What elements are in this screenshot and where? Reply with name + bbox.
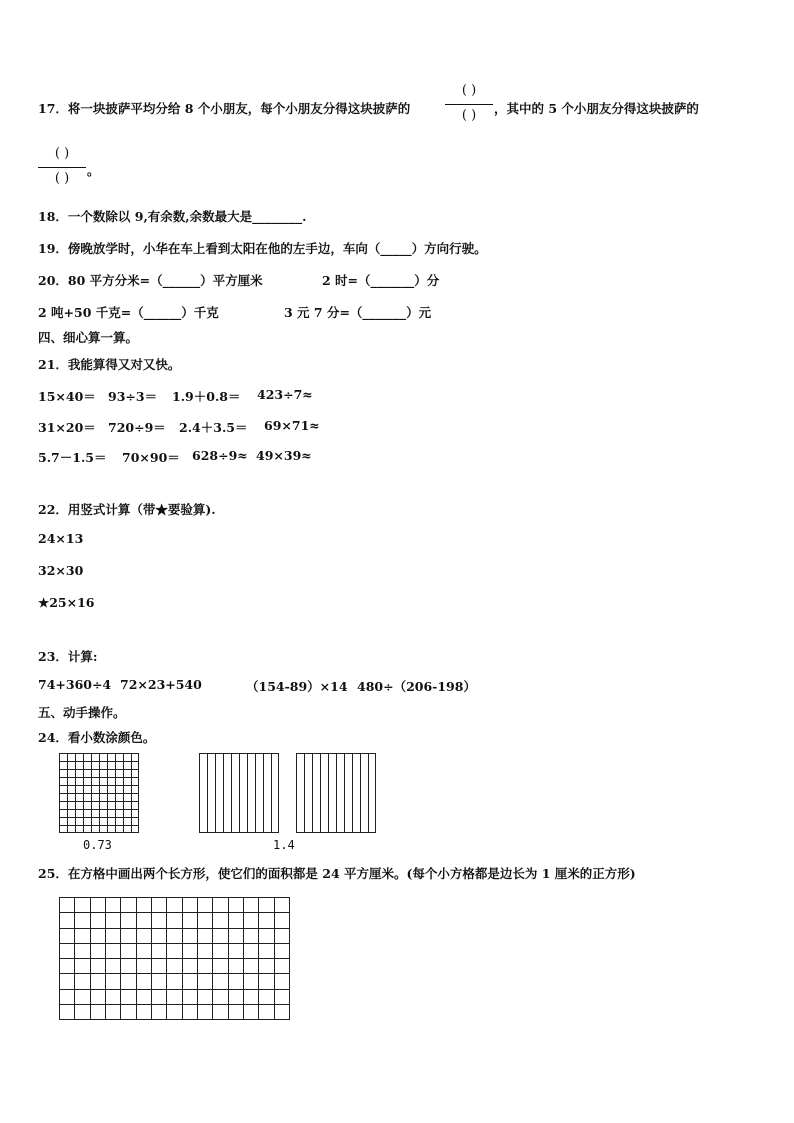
q22-item-1: 24×13 xyxy=(38,531,84,546)
q19-text: 19．傍晚放学时，小华在车上看到太阳在他的左手边，车向（_____）方向行驶。 xyxy=(38,241,487,256)
q17-fraction-2 xyxy=(38,146,86,192)
q20-d: 3 元 7 分=（_______）元 xyxy=(284,305,432,320)
calc-item: 93÷3＝ xyxy=(108,389,158,404)
calc-item: 1.9＋0.8＝ xyxy=(172,389,241,404)
fraction-bar xyxy=(445,104,493,105)
fraction-numerator-blank[interactable]: ( ) xyxy=(461,83,477,98)
q24-label-decimal-2: 1.4 xyxy=(273,838,295,852)
calc-item: 70×90＝ xyxy=(122,450,180,465)
calc-item: 423÷7≈ xyxy=(257,387,313,402)
fraction-denominator-blank[interactable]: ( ) xyxy=(54,171,70,186)
hundred-grid[interactable] xyxy=(59,753,139,833)
fraction-bar xyxy=(38,167,86,168)
q24-label-decimal-1: 0.73 xyxy=(83,838,112,852)
square-grid[interactable] xyxy=(59,897,290,1020)
q23-item-2: 72×23+540 xyxy=(120,677,202,692)
q22-item-3: ★25×16 xyxy=(38,595,95,610)
q17-end: 。 xyxy=(87,163,100,178)
q22-title: 22．用竖式计算（带★要验算). xyxy=(38,502,216,517)
tenths-strip-grid-1[interactable] xyxy=(199,753,279,833)
calc-item: 2.4＋3.5＝ xyxy=(179,420,248,435)
q23-item-3: （154-89）×14 xyxy=(246,679,348,694)
q20-b: 2 时=（_______）分 xyxy=(322,273,440,288)
q23-item-1: 74+360÷4 xyxy=(38,677,112,692)
q17-fraction-1 xyxy=(445,83,493,129)
tenths-strip-grid-2[interactable] xyxy=(296,753,376,833)
q17-text-part2: ，其中的 5 个小朋友分得这块披萨的 xyxy=(494,101,699,116)
q23-item-4: 480÷（206-198） xyxy=(357,679,476,694)
calc-item: 628÷9≈ xyxy=(192,448,248,463)
calc-item: 31×20＝ xyxy=(38,420,96,435)
q20-c: 2 吨+50 千克=（______）千克 xyxy=(38,305,219,320)
calc-item: 69×71≈ xyxy=(264,418,320,433)
fraction-denominator-blank[interactable]: ( ) xyxy=(461,108,477,123)
section-5-heading: 五、动手操作。 xyxy=(38,705,126,720)
calc-item: 720÷9＝ xyxy=(108,420,166,435)
q23-title: 23．计算: xyxy=(38,649,98,664)
calc-item: 49×39≈ xyxy=(256,448,312,463)
calc-item: 15×40＝ xyxy=(38,389,96,404)
section-4-heading: 四、细心算一算。 xyxy=(38,330,139,345)
q17-text-part1: 17．将一块披萨平均分给 8 个小朋友，每个小朋友分得这块披萨的 xyxy=(38,101,411,116)
q18-text: 18．一个数除以 9,有余数,余数最大是________. xyxy=(38,209,307,224)
q22-item-2: 32×30 xyxy=(38,563,84,578)
q20-a: 20．80 平方分米=（______）平方厘米 xyxy=(38,273,263,288)
q21-title: 21．我能算得又对又快。 xyxy=(38,357,181,372)
fraction-numerator-blank[interactable]: ( ) xyxy=(54,146,70,161)
calc-item: 5.7－1.5＝ xyxy=(38,450,107,465)
q24-title: 24．看小数涂颜色。 xyxy=(38,730,156,745)
q25-title: 25．在方格中画出两个长方形，使它们的面积都是 24 平方厘米。(每个小方格都是边长为 1 厘米的正方形) xyxy=(38,866,636,881)
